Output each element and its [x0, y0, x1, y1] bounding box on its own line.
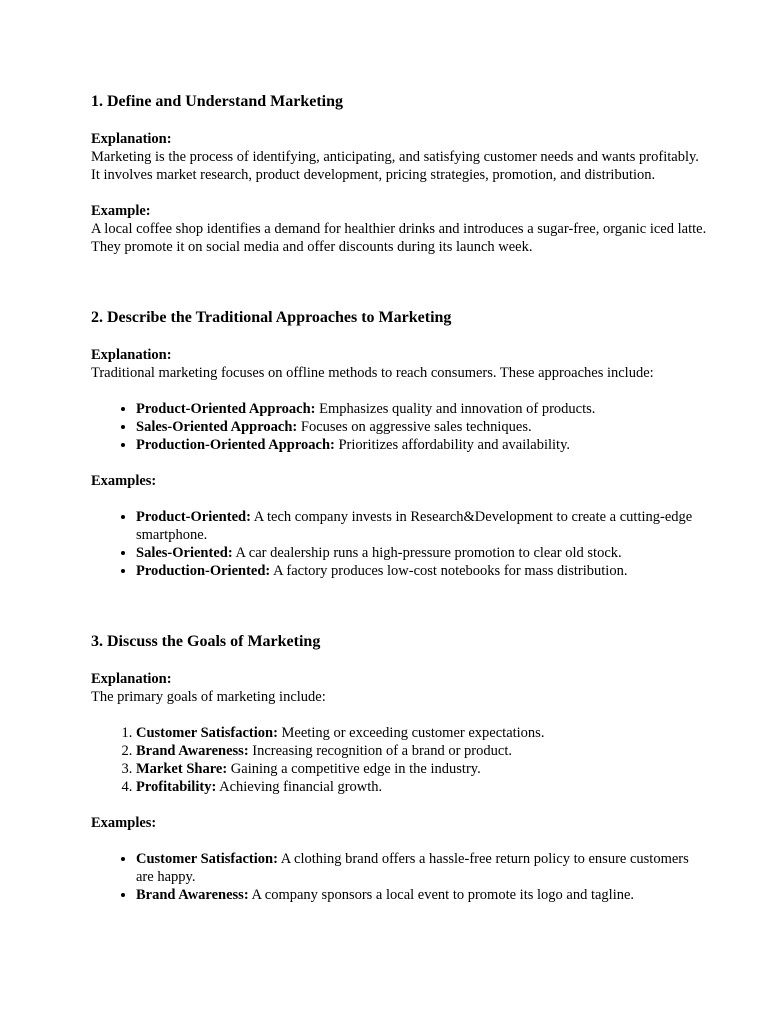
explanation-label: Explanation:: [91, 131, 172, 147]
list-item-term: Product-Oriented Approach:: [136, 401, 316, 417]
explanation-label: Explanation:: [91, 347, 172, 363]
examples-label: Examples:: [91, 473, 157, 489]
section-heading: 2. Describe the Traditional Approaches to Marketing: [91, 309, 452, 326]
list-item: [136, 562, 708, 580]
examples-list: [91, 850, 708, 904]
section-heading: 1. Define and Understand Marketing: [91, 93, 344, 110]
list-item-term: Production-Oriented:: [136, 563, 271, 579]
explanation-block: [91, 346, 708, 454]
list-item: [136, 742, 708, 760]
section-goals-of-marketing: [91, 632, 708, 904]
list-item-term: Sales-Oriented:: [136, 545, 233, 561]
example-block: [91, 202, 708, 256]
list-item-text: Meeting or exceeding customer expectations.: [277, 725, 545, 741]
list-item: [136, 400, 708, 418]
list-item-term: Brand Awareness:: [136, 743, 249, 759]
section-heading: 3. Discuss the Goals of Marketing: [91, 633, 321, 650]
example-text: A local coffee shop identifies a demand for healthier drinks and introduces a sugar-free, organic iced latte. They promote it on social media and offer discounts during its launch week.: [91, 221, 707, 255]
list-item-text: A tech company invests in Research&Development to create a cutting-edge smartphone.: [136, 509, 693, 543]
section-traditional-approaches: [91, 308, 708, 580]
approaches-list: [91, 400, 708, 454]
goals-list: [91, 724, 708, 796]
explanation-label: Explanation:: [91, 671, 172, 687]
list-item-term: Production-Oriented Approach:: [136, 437, 335, 453]
explanation-text: Traditional marketing focuses on offline methods to reach consumers. These approaches include:: [91, 365, 654, 381]
list-item: [136, 778, 708, 796]
examples-label: Examples:: [91, 815, 157, 831]
explanation-text: The primary goals of marketing include:: [91, 689, 326, 705]
list-item-term: Product-Oriented:: [136, 509, 251, 525]
list-item-text: A clothing brand offers a hassle-free return policy to ensure customers are happy.: [136, 851, 689, 885]
list-item-term: Market Share:: [136, 761, 228, 777]
list-item: [136, 760, 708, 778]
list-item-term: Profitability:: [136, 779, 217, 795]
list-item: [136, 418, 708, 436]
section-define-marketing: [91, 92, 708, 256]
examples-list: [91, 508, 708, 580]
list-item-text: Gaining a competitive edge in the industry.: [227, 761, 481, 777]
examples-block: [91, 814, 708, 904]
example-label: Example:: [91, 203, 151, 219]
list-item: [136, 544, 708, 562]
list-item-term: Brand Awareness:: [136, 887, 249, 903]
explanation-text: Marketing is the process of identifying, anticipating, and satisfying customer needs and wants profitably. It involves market research, product development, pricing strategies, promotion, and distribution.: [91, 149, 699, 183]
list-item: [136, 724, 708, 742]
list-item-text: Prioritizes affordability and availability.: [334, 437, 571, 453]
list-item: [136, 886, 708, 904]
list-item-text: Emphasizes quality and innovation of products.: [315, 401, 596, 417]
list-item-term: Customer Satisfaction:: [136, 725, 278, 741]
list-item: [136, 850, 708, 886]
list-item: [136, 508, 708, 544]
examples-block: [91, 472, 708, 580]
list-item-text: Increasing recognition of a brand or product.: [248, 743, 512, 759]
list-item-text: A company sponsors a local event to promote its logo and tagline.: [248, 887, 635, 903]
explanation-block: [91, 670, 708, 796]
list-item-term: Customer Satisfaction:: [136, 851, 278, 867]
list-item-text: Focuses on aggressive sales techniques.: [297, 419, 532, 435]
list-item-term: Sales-Oriented Approach:: [136, 419, 298, 435]
list-item: [136, 436, 708, 454]
list-item-text: Achieving financial growth.: [216, 779, 383, 795]
list-item-text: A factory produces low-cost notebooks for mass distribution.: [270, 563, 628, 579]
explanation-block: [91, 130, 708, 184]
list-item-text: A car dealership runs a high-pressure promotion to clear old stock.: [232, 545, 622, 561]
